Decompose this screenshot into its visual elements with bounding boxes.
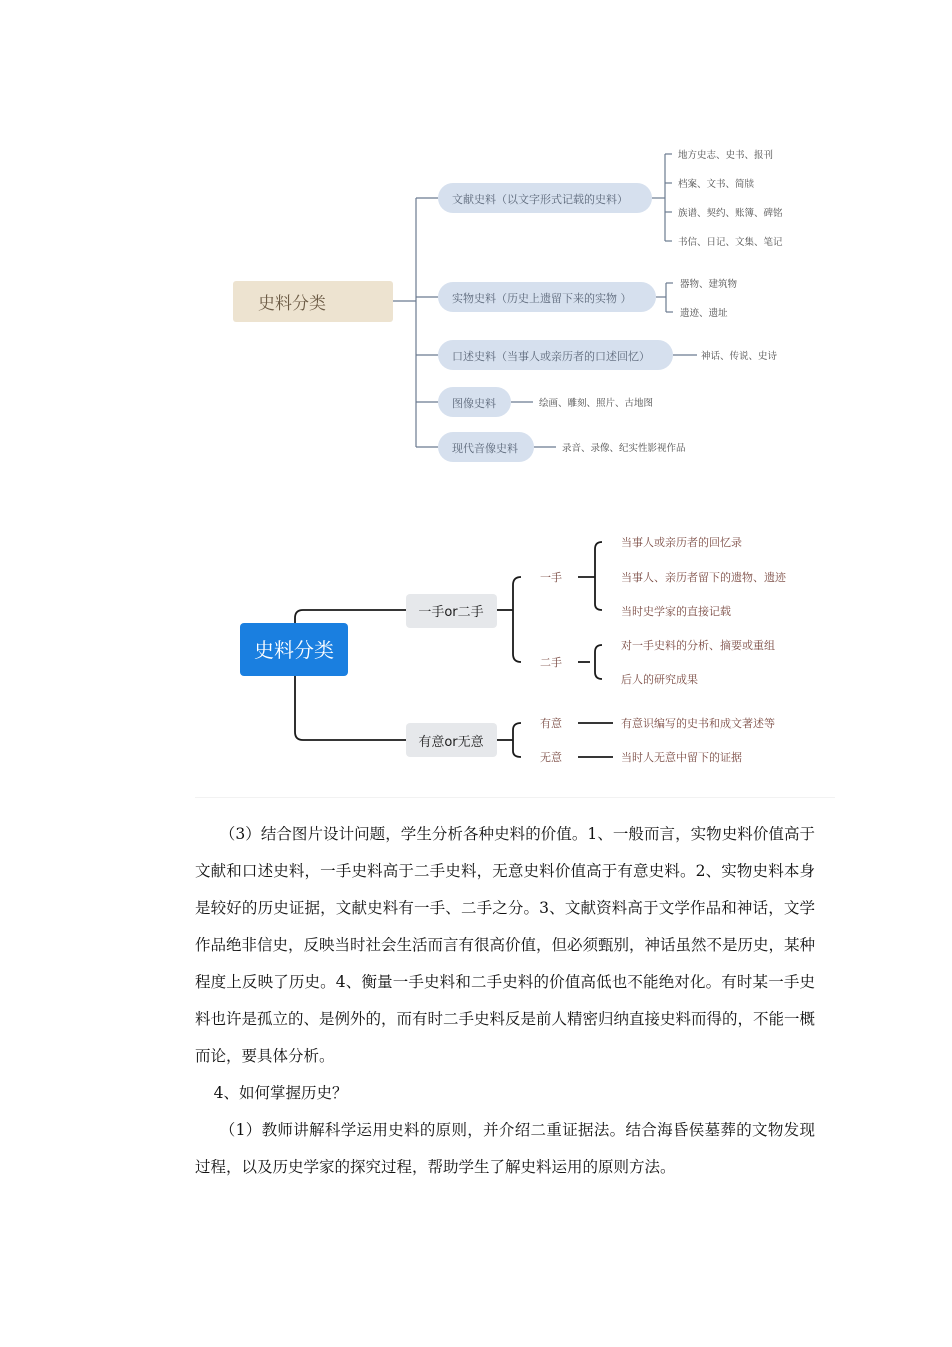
paragraph-principles: （1）教师讲解科学运用史料的原则，并介绍二重证据法。结合海昏侯墓葬的文物发现过程，以及历史学家的探究过程，帮助学生了解史料运用的原则方法。 — [195, 1121, 815, 1176]
d2-sub-label: 二手 — [540, 656, 562, 669]
d1-branch-label: 图像史料 — [452, 397, 496, 410]
d2-sub-label: 一手 — [540, 571, 562, 584]
classification-diagram-2 — [0, 520, 952, 780]
question-heading: 4、如何掌握历史？ — [213, 1084, 348, 1102]
d2-leaf: 对一手史料的分析、摘要或重组 — [621, 639, 775, 652]
d1-leaf: 族谱、契约、账簿、碑铭 — [678, 208, 783, 219]
d1-leaf: 神话、传说、史诗 — [701, 351, 778, 362]
d2-leaf: 当事人、亲历者留下的遗物、遗迹 — [621, 571, 786, 584]
d2-root-label: 史料分类 — [254, 638, 334, 662]
d1-leaf: 遗迹、遗址 — [680, 308, 728, 319]
d1-branch-label: 现代音像史料 — [452, 442, 518, 455]
section-divider — [195, 797, 835, 798]
d1-leaf: 绘画、雕刻、照片、古地图 — [539, 398, 654, 409]
d1-leaf: 地方史志、史书、报刊 — [678, 150, 774, 161]
d1-root-label: 史料分类 — [258, 294, 326, 314]
d1-leaf: 书信、日记、文集、笔记 — [678, 237, 783, 248]
d1-leaf: 器物、建筑物 — [680, 279, 738, 290]
d1-leaf: 录音、录像、纪实性影视作品 — [562, 443, 686, 454]
classification-diagram-1 — [0, 130, 952, 480]
d2-sub-label: 无意 — [540, 751, 562, 764]
document-body — [195, 816, 815, 1186]
d2-branch-label: 一手or二手 — [418, 605, 484, 620]
paragraph-value-analysis: （3）结合图片设计问题，学生分析各种史料的价值。1、一般而言，实物史料价值高于文献和口述史料，一手史料高于二手史料，无意史料价值高于有意史料。2、实物史料本身是较好的历史证据，文献史料有一手、二手之分。3、文献资料高于文学作品和神话，文学作品绝非信史，反映当时社会生活而言有很高价值，但必须甄别，神话虽然不是历史，某种程度上反映了历史。4、衡量一手史料和二手史料的价值高低也不能绝对化。有时某一手史料也许是孤立的、是例外的，而有时二手史料反是前人精密归纳直接史料而得的，不能一概而论，要具体分析。 — [195, 825, 816, 1065]
d1-branch-label: 口述史料（当事人或亲历者的口述回忆） — [452, 350, 650, 363]
d1-branch-label: 实物史料（历史上遗留下来的实物 ） — [452, 292, 632, 305]
d1-leaf: 档案、文书、简牍 — [678, 179, 755, 190]
d1-branch-label: 文献史料（以文字形式记载的史料） — [452, 193, 628, 206]
d2-sub-label: 有意 — [540, 717, 562, 730]
d2-leaf: 当时人无意中留下的证据 — [621, 751, 742, 764]
d2-leaf: 后人的研究成果 — [621, 673, 698, 686]
d2-leaf: 当事人或亲历者的回忆录 — [621, 536, 742, 549]
d2-branch-label: 有意or无意 — [418, 735, 484, 750]
d2-leaf: 当时史学家的直接记载 — [621, 605, 731, 618]
d2-leaf: 有意识编写的史书和成文著述等 — [621, 717, 775, 730]
